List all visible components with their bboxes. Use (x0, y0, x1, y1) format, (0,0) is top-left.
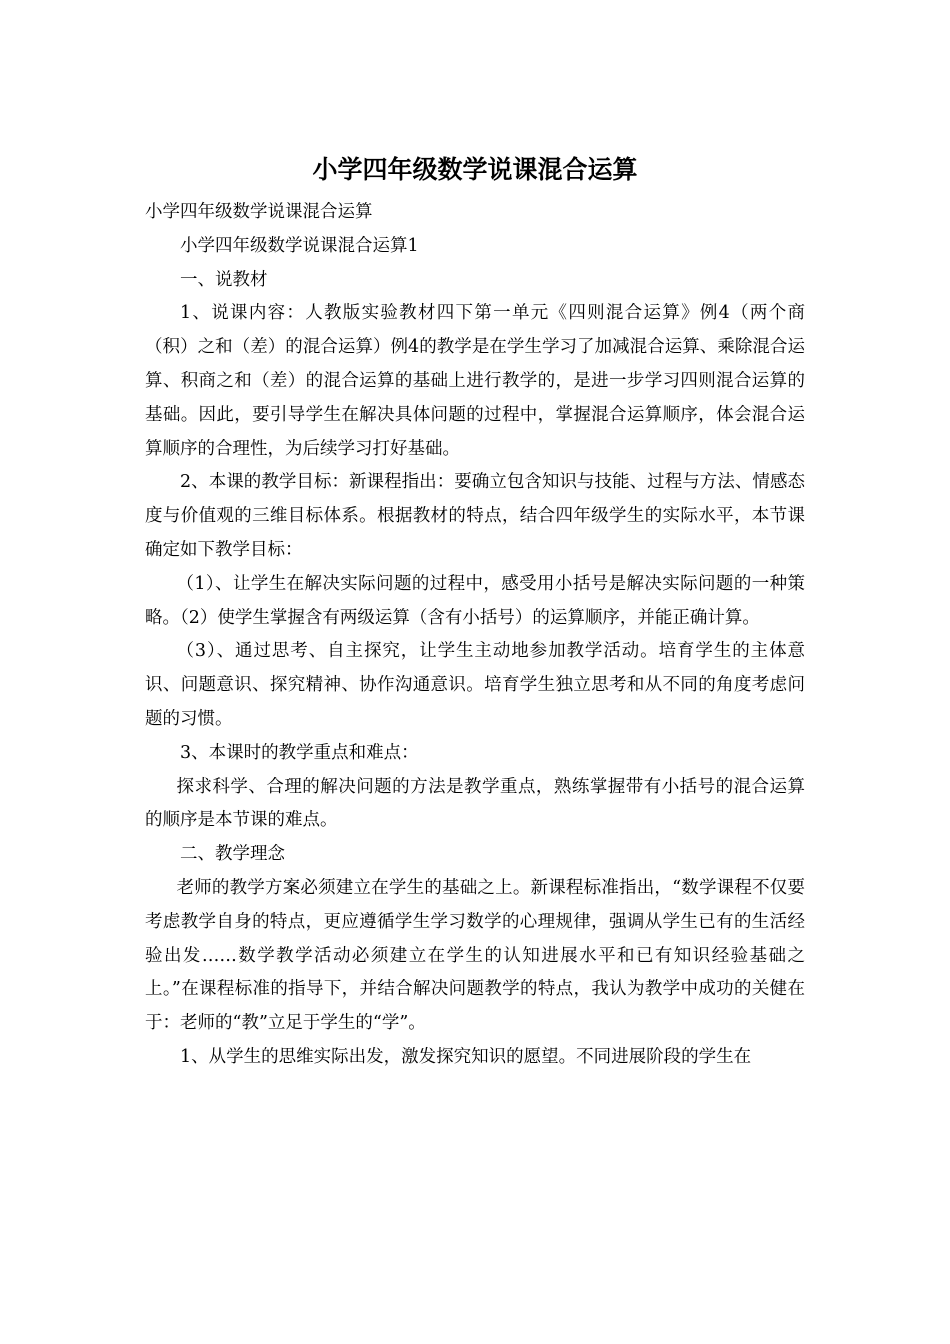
paragraph-goal-1-2: （1）、让学生在解决实际问题的过程中，感受用小括号是解决实际问题的一种策略。（2）使学生掌握含有两级运算（含有小括号）的运算顺序，并能正确计算。 (145, 573, 805, 628)
section-heading-1: 小学四年级数学说课混合运算1 (180, 235, 419, 256)
paragraph-thinking: 1、从学生的思维实际出发，激发探究知识的愿望。不同进展阶段的学生在 (180, 1046, 752, 1067)
document-title: 小学四年级数学说课混合运算 (312, 155, 638, 184)
paragraph-goal-3: （3）、通过思考、自主探究，让学生主动地参加教学活动。培育学生的主体意识、问题意识、探究精神、协作沟通意识。培育学生独立思考和从不同的角度考虑问题的习惯。 (145, 641, 805, 729)
document-body (145, 196, 805, 1075)
heading-teaching-material: 一、说教材 (180, 269, 268, 290)
paragraph-key-points: 探求科学、合理的解决问题的方法是教学重点，熟练掌握带有小括号的混合运算的顺序是本节课的难点。 (145, 776, 805, 831)
heading-key-points: 3、本课时的教学重点和难点： (180, 742, 419, 763)
paragraph-lesson-content: 1、说课内容：人教版实验教材四下第一单元《四则混合运算》例4（两个商（积）之和（差）的混合运算）例4的教学是在学生学习了加减混合运算、乘除混合运算、积商之和（差）的混合运算的基础上进行教学的，是进一步学习四则混合运算的基础。因此，要引导学生在解决具体问题的过程中，掌握混合运算顺序，体会混合运算顺序的合理性，为后续学习打好基础。 (145, 303, 805, 459)
paragraph-philosophy: 老师的教学方案必须建立在学生的基础之上。新课程标准指出，“数学课程不仅要考虑教学自身的特点，更应遵循学生学习数学的心理规律，强调从学生已有的生活经验出发……数学教学活动必须建立在学生的认知进展水平和已有知识经验基础之上。”在课程标准的指导下，并结合解决问题教学的特点，我认为教学中成功的关健在于：老师的“教”立足于学生的“学”。 (145, 877, 805, 1034)
heading-teaching-philosophy: 二、教学理念 (180, 844, 285, 865)
paragraph-teaching-goals: 2、本课的教学目标：新课程指出：要确立包含知识与技能、过程与方法、情感态度与价值观的三维目标体系。根据教材的特点，结合四年级学生的实际水平，本节课确定如下教学目标： (145, 472, 805, 560)
subtitle-paragraph: 小学四年级数学说课混合运算 (145, 202, 373, 222)
